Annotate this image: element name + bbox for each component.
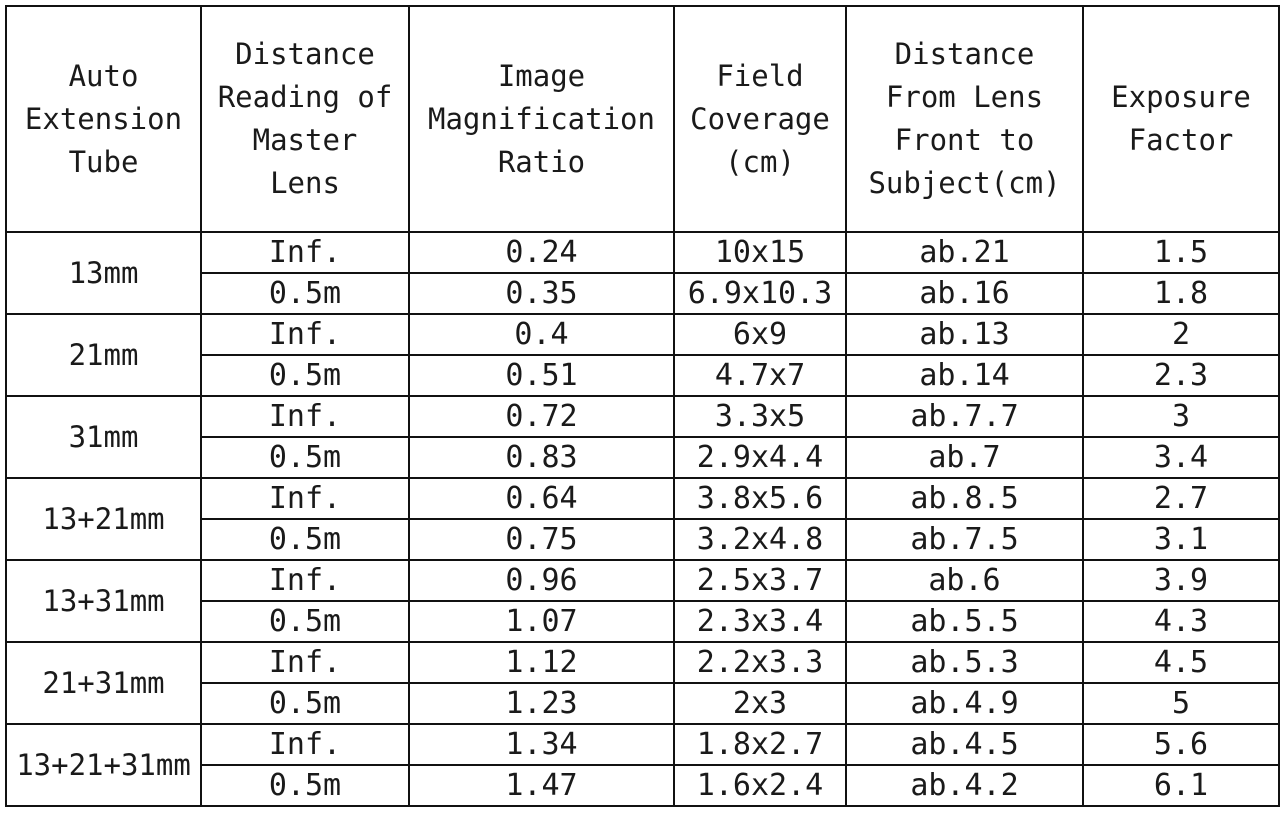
distance-cell: 0.5m [201,683,409,724]
subject-distance-cell: ab.7.7 [846,396,1083,437]
magnification-cell: 0.96 [409,560,674,601]
exposure-cell: 1.5 [1083,232,1279,273]
header-distance-reading [201,6,409,232]
subject-distance-cell: ab.13 [846,314,1083,355]
magnification-cell: 0.51 [409,355,674,396]
exposure-cell: 5.6 [1083,724,1279,765]
distance-cell: 0.5m [201,355,409,396]
header-field-coverage [674,6,846,232]
distance-cell: 0.5m [201,519,409,560]
coverage-cell: 3.2x4.8 [674,519,846,560]
exposure-cell: 6.1 [1083,765,1279,806]
header-line: Subject(cm) [868,166,1061,200]
coverage-cell: 2.5x3.7 [674,560,846,601]
exposure-cell: 3.9 [1083,560,1279,601]
header-line: Extension [24,101,183,136]
magnification-cell: 0.83 [409,437,674,478]
magnification-cell: 1.47 [409,765,674,806]
header-line: Front to [894,123,1035,157]
exposure-cell: 5 [1083,683,1279,724]
tube-cell: 13+21+31mm [6,724,201,806]
magnification-cell: 0.64 [409,478,674,519]
exposure-cell: 4.5 [1083,642,1279,683]
header-line: Master [252,123,358,157]
header-line: Exposure [1111,80,1251,114]
magnification-cell: 1.23 [409,683,674,724]
magnification-cell: 1.12 [409,642,674,683]
header-line: Magnification [428,101,655,136]
magnification-cell: 0.4 [409,314,674,355]
header-line: Auto [68,58,139,93]
header-auto-extension-tube [6,6,201,232]
exposure-cell: 3.1 [1083,519,1279,560]
tube-cell: 13+21mm [6,478,201,560]
distance-cell: Inf. [201,724,409,765]
header-exposure-factor [1083,6,1279,232]
extension-tube-table [5,5,1280,807]
coverage-cell: 4.7x7 [674,355,846,396]
exposure-cell: 2.7 [1083,478,1279,519]
distance-cell: 0.5m [201,601,409,642]
table-row [6,478,1279,519]
table-row [6,232,1279,273]
header-line: Distance [894,37,1035,71]
tube-cell: 31mm [6,396,201,478]
magnification-cell: 0.35 [409,273,674,314]
coverage-cell: 2.2x3.3 [674,642,846,683]
subject-distance-cell: ab.5.3 [846,642,1083,683]
header-line: Ratio [497,144,586,179]
subject-distance-cell: ab.7.5 [846,519,1083,560]
subject-distance-cell: ab.7 [846,437,1083,478]
tube-cell: 21mm [6,314,201,396]
coverage-cell: 3.3x5 [674,396,846,437]
magnification-cell: 1.07 [409,601,674,642]
exposure-cell: 3.4 [1083,437,1279,478]
header-line: Reading of [217,80,393,114]
header-image-magnification [409,6,674,232]
table-row [6,642,1279,683]
header-line: Coverage [690,101,830,136]
tube-cell: 21+31mm [6,642,201,724]
magnification-cell: 0.24 [409,232,674,273]
magnification-cell: 0.72 [409,396,674,437]
header-row [6,6,1279,232]
magnification-cell: 1.34 [409,724,674,765]
exposure-cell: 3 [1083,396,1279,437]
header-line: Field [716,58,804,93]
distance-cell: 0.5m [201,437,409,478]
tube-cell: 13+31mm [6,560,201,642]
table-row [6,560,1279,601]
subject-distance-cell: ab.16 [846,273,1083,314]
header-line: Factor [1128,123,1234,157]
distance-cell: 0.5m [201,765,409,806]
header-line: Lens [270,166,340,200]
distance-cell: Inf. [201,396,409,437]
coverage-cell: 3.8x5.6 [674,478,846,519]
exposure-cell: 4.3 [1083,601,1279,642]
header-line: (cm) [725,144,795,179]
coverage-cell: 2.3x3.4 [674,601,846,642]
coverage-cell: 2.9x4.4 [674,437,846,478]
distance-cell: Inf. [201,642,409,683]
header-line: Distance [235,37,375,71]
coverage-cell: 6x9 [674,314,846,355]
magnification-cell: 0.75 [409,519,674,560]
distance-cell: Inf. [201,314,409,355]
subject-distance-cell: ab.21 [846,232,1083,273]
coverage-cell: 2x3 [674,683,846,724]
subject-distance-cell: ab.6 [846,560,1083,601]
subject-distance-cell: ab.8.5 [846,478,1083,519]
coverage-cell: 10x15 [674,232,846,273]
subject-distance-cell: ab.4.9 [846,683,1083,724]
subject-distance-cell: ab.4.5 [846,724,1083,765]
tube-cell: 13mm [6,232,201,314]
header-distance-to-subject [846,6,1083,232]
subject-distance-cell: ab.5.5 [846,601,1083,642]
distance-cell: 0.5m [201,273,409,314]
table-header [6,6,1279,232]
table-body [6,232,1279,806]
exposure-cell: 2.3 [1083,355,1279,396]
subject-distance-cell: ab.4.2 [846,765,1083,806]
coverage-cell: 1.8x2.7 [674,724,846,765]
header-line: Image [497,58,586,93]
table-row [6,314,1279,355]
coverage-cell: 6.9x10.3 [674,273,846,314]
subject-distance-cell: ab.14 [846,355,1083,396]
distance-cell: Inf. [201,232,409,273]
header-line: From Lens [885,80,1044,114]
distance-cell: Inf. [201,478,409,519]
exposure-cell: 2 [1083,314,1279,355]
coverage-cell: 1.6x2.4 [674,765,846,806]
exposure-cell: 1.8 [1083,273,1279,314]
table-row [6,724,1279,765]
header-line: Tube [68,144,139,179]
table-row [6,396,1279,437]
distance-cell: Inf. [201,560,409,601]
